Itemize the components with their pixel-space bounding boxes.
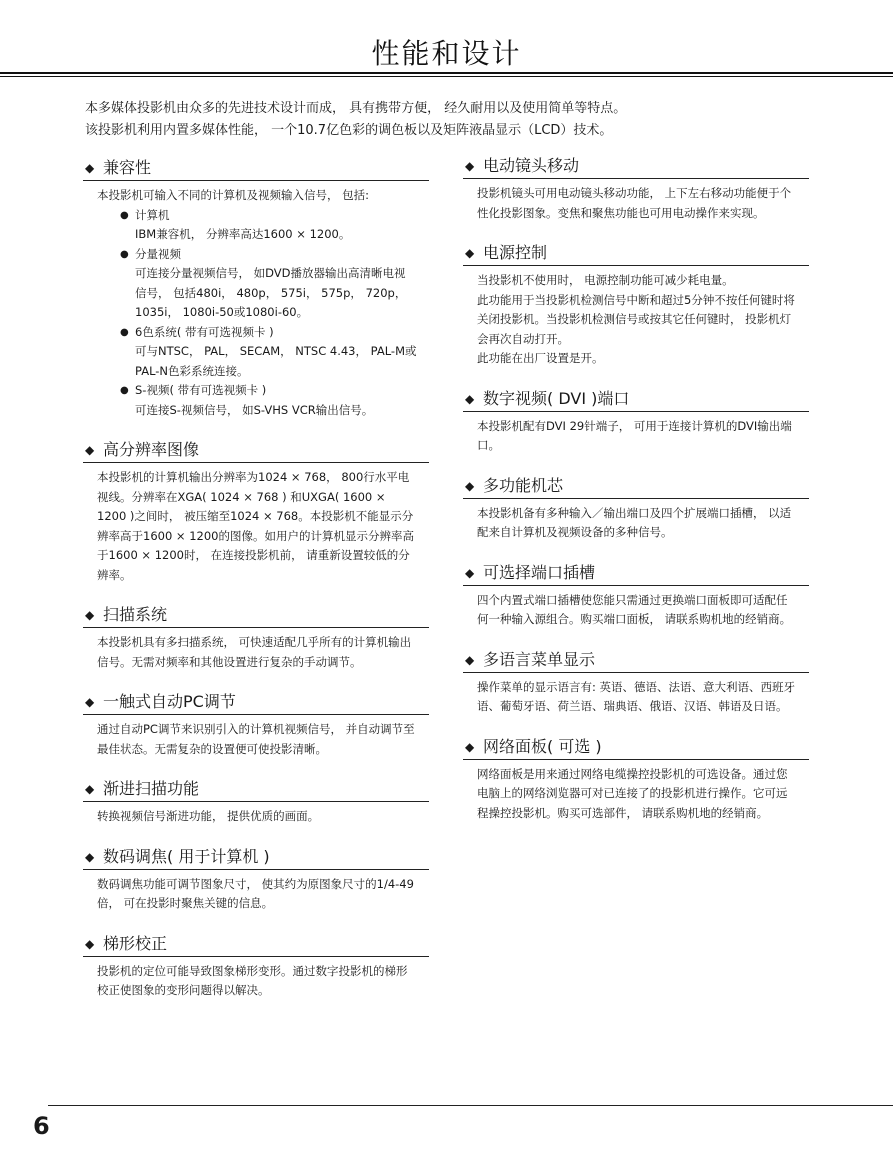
section-keystone bbox=[83, 934, 429, 1001]
list-item bbox=[97, 245, 417, 265]
section-body: 本投影机备有多种输入／输出端口及四个扩展端口插槽， 以适配来自计算机及视频设备的多种信号。 bbox=[477, 505, 792, 539]
dot-bullet-icon: ● bbox=[120, 209, 129, 221]
section-lens-shift bbox=[463, 156, 809, 223]
intro-paragraph bbox=[85, 98, 865, 142]
section-high-resolution bbox=[83, 440, 429, 585]
section-body: 本投影机具有多扫描系统， 可快速适配几乎所有的计算机输出信号。无需对频率和其他设置进行复杂的手动调节。 bbox=[97, 635, 412, 669]
dot-bullet-icon: ● bbox=[120, 385, 129, 396]
section-body: 转换视频信号渐进功能， 提供优质的画面。 bbox=[97, 809, 320, 823]
section-title: 渐进扫描功能 bbox=[103, 779, 200, 798]
section-title: 一触式自动PC调节 bbox=[103, 692, 236, 711]
list-item-desc: IBM兼容机， 分辨率高达1600 × 1200。 bbox=[135, 227, 351, 241]
list-item-label: 6色系统( 带有可选视频卡 ) bbox=[135, 324, 274, 339]
left-column bbox=[83, 158, 429, 1021]
diamond-bullet-icon: ◆ bbox=[85, 161, 95, 175]
section-scan-system bbox=[83, 605, 429, 672]
title-rule-thick bbox=[0, 72, 893, 74]
diamond-bullet-icon: ◆ bbox=[85, 849, 95, 864]
section-title: 可选择端口插槽 bbox=[483, 562, 596, 582]
list-item-desc: 可与NTSC， PAL， SECAM， NTSC 4.43， PAL-M或PAL-N色彩系统连接。 bbox=[135, 344, 417, 378]
section-body: 此功能在出厂设置是开。 bbox=[477, 351, 604, 365]
diamond-bullet-icon: ◆ bbox=[85, 782, 95, 796]
diamond-bullet-icon: ◆ bbox=[85, 936, 95, 951]
list-item bbox=[97, 381, 417, 401]
section-title: 高分辨率图像 bbox=[103, 440, 200, 459]
list-item-label: 计算机 bbox=[135, 207, 170, 222]
page-title: 性能和设计 bbox=[371, 37, 522, 70]
section-power-management bbox=[463, 243, 809, 369]
diamond-bullet-icon: ◆ bbox=[465, 478, 475, 493]
list-item bbox=[97, 323, 417, 343]
diamond-bullet-icon: ◆ bbox=[465, 391, 475, 406]
diamond-bullet-icon: ◆ bbox=[85, 443, 95, 457]
list-item-label: 分量视频 bbox=[135, 246, 181, 261]
section-body: 网络面板是用来通过网络电缆操控投影机的可选设备。通过您电脑上的网络浏览器可对已连接了的投影机进行操作。它可远程操控投影机。购买可选部件， 请联系购机地的经销商。 bbox=[477, 766, 788, 820]
footer-rule bbox=[48, 1105, 893, 1106]
list-item-desc: 可连接S-视频信号， 如S-VHS VCR输出信号。 bbox=[135, 402, 374, 417]
section-title: 梯形校正 bbox=[103, 933, 168, 953]
section-body: 此功能用于当投影机检测信号中断和超过5分钟不按任何键时将关闭投影机。当投影机检测信号或按其它任何键时， 投影机灯会再次自动打开。 bbox=[477, 292, 795, 346]
title-rule-thin bbox=[0, 76, 893, 77]
section-title: 扫描系统 bbox=[103, 605, 168, 624]
section-dvi-port bbox=[463, 389, 809, 456]
section-body: 投影机的定位可能导致图象梯形变形。通过数字投影机的梯形校正使图象的变形问题得以解决。 bbox=[97, 963, 408, 997]
diamond-bullet-icon: ◆ bbox=[465, 159, 475, 173]
intro-line: 该投影机利用内置多媒体性能， 一个10.7亿色彩的调色板以及矩阵液晶显示（LCD）技术。 bbox=[85, 123, 613, 138]
section-title: 多语言菜单显示 bbox=[483, 649, 596, 669]
section-multi-language bbox=[463, 650, 809, 717]
section-title: 数码调焦( 用于计算机 ) bbox=[103, 846, 270, 866]
section-compatibility bbox=[83, 158, 429, 420]
dot-bullet-icon: ● bbox=[120, 326, 129, 338]
section-multi-chip bbox=[463, 476, 809, 543]
dot-bullet-icon: ● bbox=[120, 248, 129, 260]
diamond-bullet-icon: ◆ bbox=[85, 695, 95, 709]
diamond-bullet-icon: ◆ bbox=[465, 246, 475, 260]
section-body: 通过自动PC调节来识别引入的计算机视频信号， 并自动调节至最佳状态。无需复杂的设置便可使投影清晰。 bbox=[97, 722, 415, 756]
section-optional-slots bbox=[463, 563, 809, 630]
section-body: 操作菜单的显示语言有: 英语、德语、法语、意大利语、西班牙语、葡萄牙语、荷兰语、瑞典语、俄语、汉语、韩语及日语。 bbox=[477, 679, 796, 713]
section-body: 数码调焦功能可调节图象尺寸， 使其约为原图象尺寸的1/4-49倍， 可在投影时聚焦关键的信息。 bbox=[97, 876, 414, 910]
section-body: 本投影机配有DVI 29针端子， 可用于连接计算机的DVI输出端口。 bbox=[477, 418, 792, 452]
section-body: 投影机镜头可用电动镜头移动功能， 上下左右移动功能便于个性化投影图象。变焦和聚焦功能也可用电动操作来实现。 bbox=[477, 186, 792, 220]
diamond-bullet-icon: ◆ bbox=[85, 608, 95, 622]
page-number: 6 bbox=[33, 1112, 50, 1140]
section-digital-zoom bbox=[83, 847, 429, 914]
diamond-bullet-icon: ◆ bbox=[465, 739, 475, 754]
section-title: 网络面板( 可选 ) bbox=[483, 736, 602, 756]
section-progressive-scan bbox=[83, 779, 429, 827]
section-title: 数字视频( DVI )端口 bbox=[483, 388, 630, 408]
section-body: 本投影机的计算机输出分辨率为1024 × 768， 800行水平电视线。分辨率在XGA( 1024 × 768 ) 和UXGA( 1600 × 1200 )之间时， 被压缩至1024 × 768。本投影机不能显示分辨率高于1600 × 1200的图像。如用户的计算机显示分辨率高于1600 × 1200时， 在连接投影机前， 请重新设置较低的分辨率。 bbox=[97, 470, 414, 582]
section-title: 兼容性 bbox=[103, 158, 152, 177]
list-item-desc: 可连接分量视频信号， 如DVD播放器输出高清晰电视信号， 包括480i， 480p， 575i， 575p， 720p， 1035i， 1080i-50或1080i-60。 bbox=[135, 266, 407, 319]
section-network-panel bbox=[463, 737, 809, 824]
right-column bbox=[463, 156, 809, 843]
list-item bbox=[97, 206, 417, 226]
section-title: 电源控制 bbox=[483, 243, 548, 262]
diamond-bullet-icon: ◆ bbox=[465, 565, 475, 580]
section-title: 多功能机芯 bbox=[483, 475, 564, 495]
section-body: 当投影机不使用时， 电源控制功能可减少耗电量。 bbox=[477, 273, 734, 287]
section-body: 四个内置式端口插槽使您能只需通过更换端口面板即可适配任何一种输入源组合。购买端口面板， 请联系购机地的经销商。 bbox=[477, 592, 792, 626]
diamond-bullet-icon: ◆ bbox=[465, 652, 475, 667]
intro-line: 本多媒体投影机由众多的先进技术设计而成， 具有携带方便， 经久耐用以及使用简单等特点。 bbox=[85, 101, 627, 116]
section-title: 电动镜头移动 bbox=[483, 156, 580, 175]
list-item-label: S-视频( 带有可选视频卡 ) bbox=[135, 383, 267, 397]
section-lead: 本投影机可输入不同的计算机及视频输入信号， 包括: bbox=[97, 188, 370, 202]
section-auto-pc-adjust bbox=[83, 692, 429, 759]
